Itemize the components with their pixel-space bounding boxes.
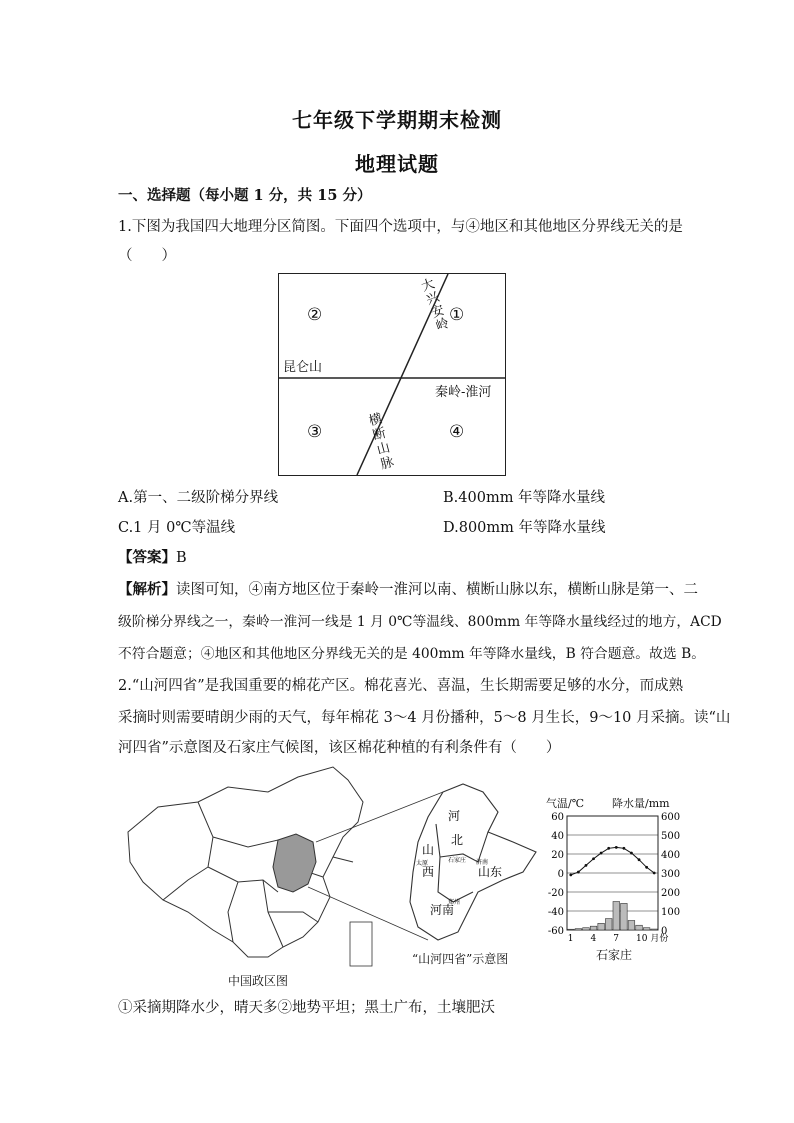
precip-bar: [568, 929, 575, 930]
region-4-label: ④: [449, 422, 465, 442]
precip-bar: [575, 929, 582, 930]
q1-stem-line1: 1.下图为我国四大地理分区简图。下面四个选项中，与④地区和其他地区分界线无关的是: [118, 219, 683, 235]
q2-stem-line3: 河四省”示意图及石家庄气候图，该区棉花种植的有利条件有（ ）: [118, 740, 561, 756]
ytick-left: 40: [551, 831, 564, 842]
region-1-label: ①: [449, 305, 465, 325]
province-xi: 西: [422, 865, 435, 879]
ytick-right: 300: [661, 869, 681, 880]
temp-point: [585, 864, 588, 867]
ytick-right: 0: [661, 926, 668, 937]
city-shijiazhuang: 石家庄: [448, 857, 467, 864]
precip-bar: [628, 921, 635, 931]
precip-bar: [590, 926, 597, 930]
precip-bar: [598, 923, 605, 930]
city-zhengzhou: 郑州: [448, 899, 461, 906]
answer-line: [118, 548, 187, 568]
precip-bar: [651, 929, 658, 930]
xtick: 10 月份: [636, 934, 669, 944]
temp-point: [569, 874, 572, 877]
q2-stem-line2: 采摘时则需要晴朗少雨的天气，每年棉花 3～4 月份播种，5～8 月生长，9～10 月采摘。读“山: [118, 710, 731, 726]
precip-bar: [613, 902, 620, 931]
option-c: C.1 月 0℃等温线: [118, 520, 236, 536]
page-subtitle: 地理试题: [355, 152, 439, 176]
temp-point: [615, 846, 618, 849]
city-taiyuan: 太原: [416, 860, 429, 867]
q2-option-line: ①采摘期降水少，晴天多②地势平坦；黑土广布，土壤肥沃: [118, 1000, 495, 1016]
xtick: 4: [590, 934, 597, 944]
precip-bar: [621, 903, 628, 930]
ytick-right: 200: [661, 888, 681, 899]
temp-point: [600, 852, 603, 855]
region-2-label: ②: [307, 305, 323, 325]
option-b: B.400mm 年等降水量线: [443, 490, 606, 506]
option-a: A.第一、二级阶梯分界线: [118, 490, 279, 506]
ytick-right: 600: [661, 812, 681, 823]
chart-ylabel-left: 气温/℃: [546, 797, 585, 810]
ytick-left: -60: [547, 926, 564, 937]
detail-map-caption: “山河四省”示意图: [412, 952, 509, 966]
ytick-right: 400: [661, 850, 681, 861]
temp-point: [592, 857, 595, 860]
region-diagram: [278, 273, 506, 476]
ytick-left: -20: [547, 888, 564, 899]
analysis-line2: 级阶梯分界线之一，秦岭一淮河一线是 1 月 0℃等温线、800mm 年等降水量线经过的地方，ACD: [118, 614, 722, 630]
kunlun-label: 昆仑山: [283, 360, 323, 375]
xtick: 7: [613, 934, 620, 944]
daxinganling-label: 大 兴 安 岭: [419, 276, 452, 335]
province-shan: 山: [422, 843, 435, 857]
shanhe-four-provinces-shaded: [273, 834, 316, 892]
qinling-huaihe-label: 秦岭-淮河: [435, 385, 492, 400]
precip-bar: [636, 925, 643, 930]
precip-bar: [583, 928, 590, 930]
analysis-line1: 【解析】读图可知，④南方地区位于秦岭一淮河以南、横断山脉以东，横断山脉是第一、二: [118, 581, 698, 598]
china-outline: [128, 767, 363, 957]
city-jinan: 济南: [476, 859, 489, 866]
ytick-left: 20: [551, 850, 564, 861]
ytick-right: 500: [661, 831, 681, 842]
q1-stem-line2: （ ）: [118, 248, 176, 264]
precip-bar: [605, 919, 612, 930]
shanhe-detail-map: [410, 784, 536, 940]
option-d: D.800mm 年等降水量线: [443, 520, 606, 536]
hengduan-label: 横 断 山 脉: [367, 411, 396, 473]
ytick-left: -40: [547, 907, 564, 918]
precip-bar: [643, 928, 650, 930]
chart-ylabel-right: 降水量/mm: [612, 797, 670, 810]
province-bei: 北: [451, 833, 464, 847]
temp-point: [622, 847, 625, 850]
temp-point: [607, 847, 610, 850]
province-henan: 河南: [430, 903, 455, 917]
province-he: 河: [448, 809, 461, 823]
ytick-left: 60: [551, 812, 564, 823]
ytick-left: 0: [557, 869, 564, 880]
temp-point: [653, 872, 656, 875]
analysis-line3: 不符合题意；④地区和其他地区分界线无关的是 400mm 年等降水量线，B 符合题意。故选 B。: [118, 646, 706, 662]
temp-point: [638, 858, 641, 861]
china-map-caption: 中国政区图: [228, 974, 289, 988]
ytick-right: 100: [661, 907, 681, 918]
temp-point: [645, 866, 648, 869]
q2-stem-line1: 2.“山河四省”是我国重要的棉花产区。棉花喜光、喜温，生长期需要足够的水分，而成熟: [118, 678, 684, 694]
chart-title: 石家庄: [596, 948, 633, 962]
xtick: 1: [567, 934, 574, 944]
province-shandong: 山东: [478, 865, 503, 879]
region-3-label: ③: [307, 422, 323, 442]
answer-value: B: [176, 550, 187, 566]
analysis-label: 【解析】: [118, 581, 176, 598]
south-china-sea-inset: [350, 922, 372, 966]
answer-label: 【答案】: [118, 549, 176, 566]
section-heading: 一、选择题（每小题 1 分，共 15 分）: [118, 187, 372, 204]
temp-point: [577, 871, 580, 874]
temp-point: [630, 852, 633, 855]
page-title: 七年级下学期期末检测: [292, 108, 502, 132]
